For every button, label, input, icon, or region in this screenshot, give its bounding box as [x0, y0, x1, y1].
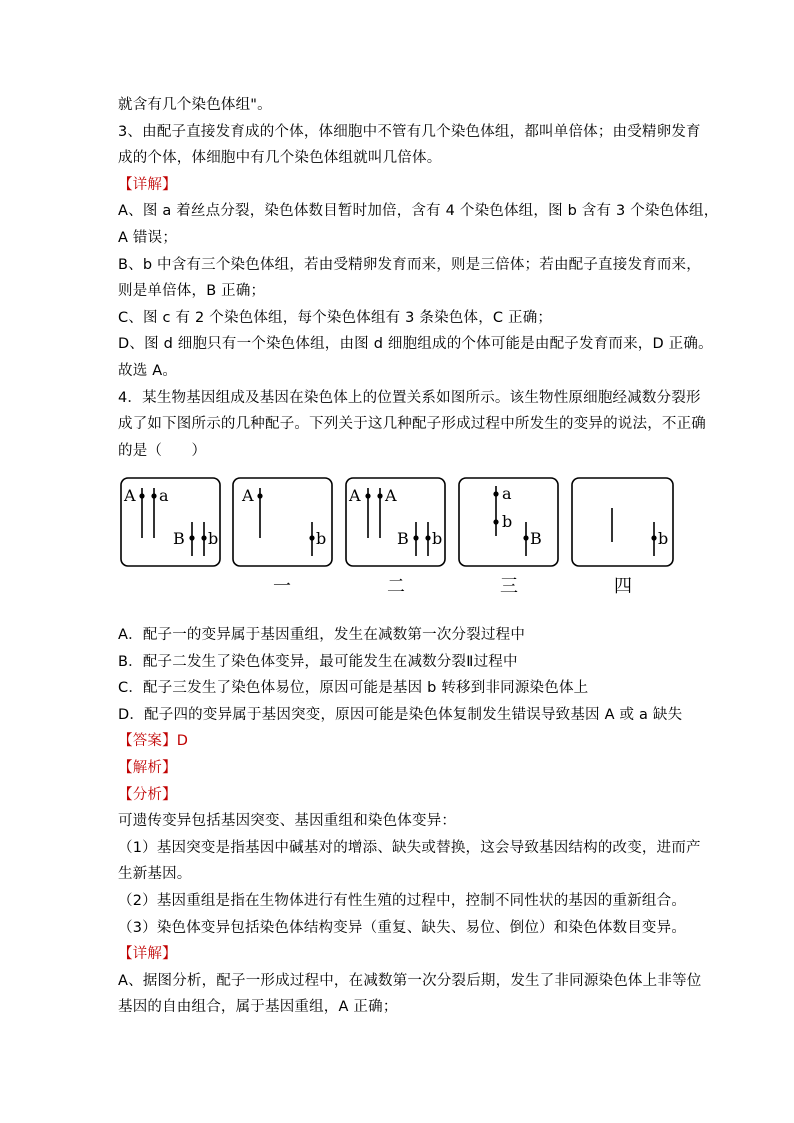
- text-line: 生新基因。: [118, 866, 192, 883]
- gene-label: b: [658, 529, 669, 548]
- section-tag: 【答案】D: [118, 733, 189, 750]
- text-line: 成的个体，体细胞中有几个染色体组就叫几倍体。: [118, 150, 442, 167]
- gene-label: b: [502, 512, 513, 531]
- gamete-diagram: [120, 476, 680, 596]
- text-line: 的是（ ）: [118, 442, 207, 459]
- text-line: A、图 a 着丝点分裂，染色体数目暂时加倍，含有 4 个染色体组，图 b 含有 3 个染色体组，: [118, 203, 719, 220]
- text-line: C、图 c 有 2 个染色体组，每个染色体组有 3 条染色体，C 正确；: [118, 309, 553, 326]
- text-line: 3、由配子直接发育成的个体，体细胞中不管有几个染色体组，都叫单倍体；由受精卵发育: [118, 123, 701, 140]
- gene-label: a: [159, 486, 169, 505]
- gene-label: B: [397, 529, 409, 548]
- text-line: D．配子四的变异属于基因突变，原因可能是染色体复制发生错误导致基因 A 或 a 缺失: [118, 706, 683, 723]
- section-tag: 【解析】: [118, 760, 177, 776]
- text-line: 故选 A。: [118, 363, 178, 379]
- gene-label: a: [502, 484, 512, 503]
- text-line: 可遗传变异包括基因突变、基因重组和染色体变异：: [118, 813, 457, 830]
- text-line: 就含有几个染色体组"。: [118, 97, 272, 113]
- text-line: （1）基因突变是指基因中碱基对的增添、缺失或替换，这会导致基因结构的改变，进而产: [118, 839, 701, 856]
- caption-gamete-3: 三: [500, 576, 518, 596]
- text-line: A．配子一的变异属于基因重组，发生在减数第一次分裂过程中: [118, 627, 526, 643]
- caption-gamete-4: 四: [614, 576, 632, 596]
- panel-gamete-3: [459, 478, 558, 566]
- caption-gamete-2: 二: [387, 576, 405, 596]
- text-line: A 错误；: [118, 230, 178, 246]
- section-tag: 【详解】: [118, 176, 177, 193]
- panel-gamete-4: [572, 478, 673, 566]
- panel-gamete-1: [233, 478, 332, 566]
- text-line: A、据图分析，配子一形成过程中，在减数第一次分裂后期，发生了非同源染色体上非等位: [118, 972, 702, 989]
- text-line: 4．某生物基因组成及基因在染色体上的位置关系如图所示。该生物性原细胞经减数分裂形: [118, 389, 701, 406]
- section-tag: 【分析】: [118, 786, 177, 803]
- gene-label: A: [349, 486, 361, 505]
- gene-label: A: [124, 486, 136, 505]
- text-line: （2）基因重组是指在生物体进行有性生殖的过程中，控制不同性状的基因的重新组合。: [118, 893, 687, 909]
- text-line: C．配子三发生了染色体易位，原因可能是基因 b 转移到非同源染色体上: [118, 680, 589, 697]
- panel-original: [121, 478, 220, 566]
- text-line: 成了如下图所示的几种配子。下列关于这几种配子形成过程中所发生的变异的说法，不正确: [118, 416, 706, 433]
- gene-label: A: [242, 486, 254, 505]
- text-line: （3）染色体变异包括染色体结构变异（重复、缺失、易位、倒位）和染色体数目变异。: [118, 919, 687, 936]
- text-line: B．配子二发生了染色体变异，最可能发生在减数分裂Ⅱ过程中: [118, 653, 518, 670]
- gene-label: B: [173, 529, 185, 548]
- gamete-figure: [120, 476, 680, 596]
- gene-label: b: [316, 529, 327, 548]
- text-line: B、b 中含有三个染色体组，若由受精卵发育而来，则是三倍体；若由配子直接发育而来，: [118, 256, 701, 273]
- panel-gamete-2: [346, 478, 445, 566]
- text-line: 基因的自由组合，属于基因重组，A 正确；: [118, 999, 398, 1016]
- caption-gamete-1: 一: [273, 576, 291, 596]
- text-line: D、图 d 细胞只有一个染色体组，由图 d 细胞组成的个体可能是由配子发育而来，D 正确。: [118, 336, 713, 353]
- section-tag: 【详解】: [118, 946, 177, 963]
- gene-label: b: [432, 529, 443, 548]
- gene-label: b: [208, 529, 219, 548]
- gene-label: A: [385, 486, 397, 505]
- text-line: 则是单倍体，B 正确；: [118, 283, 266, 300]
- gene-label: B: [530, 529, 542, 548]
